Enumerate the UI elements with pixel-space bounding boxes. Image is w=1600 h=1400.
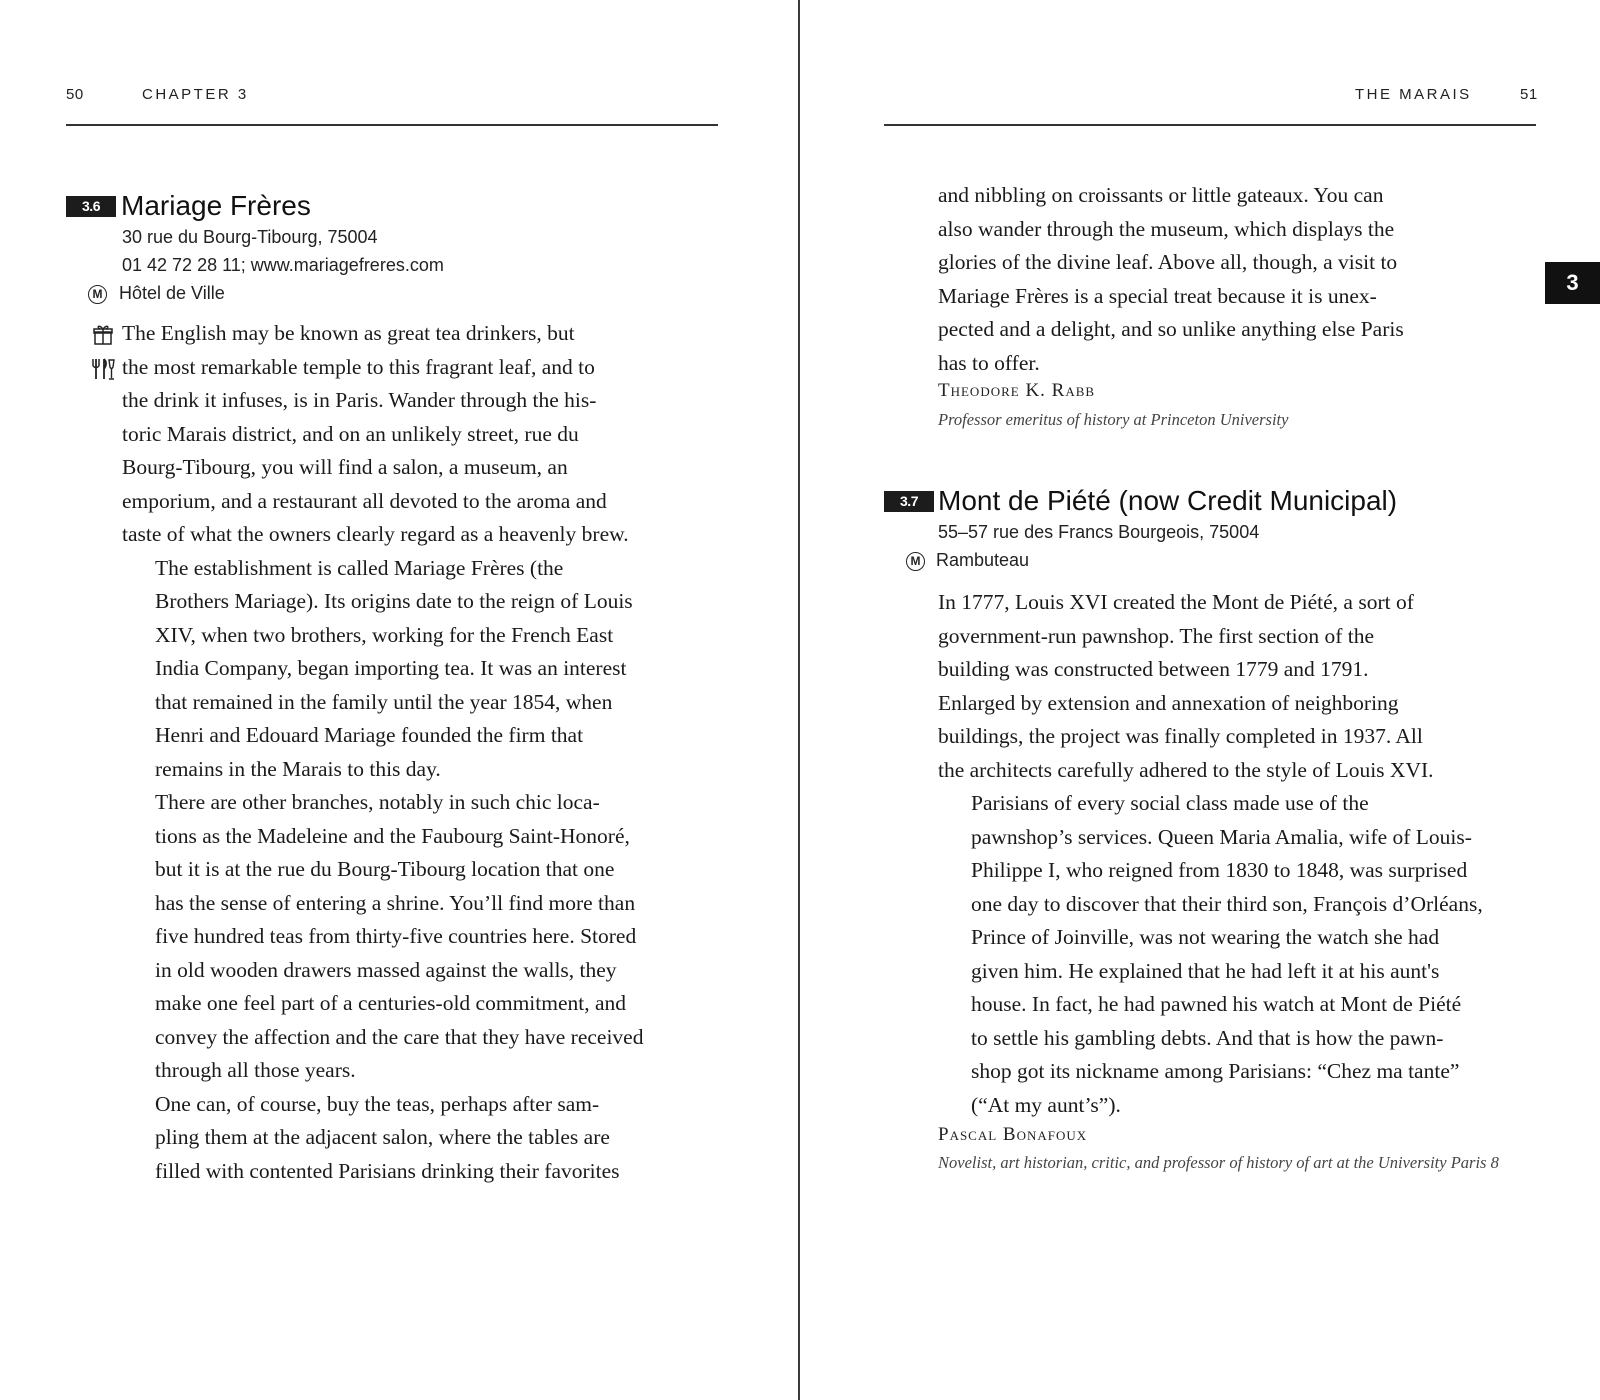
running-head: THE MARAIS bbox=[1355, 86, 1472, 103]
restaurant-icon bbox=[90, 357, 116, 381]
right-page bbox=[800, 0, 1600, 1400]
paragraph: Parisians of every social class made use of the pawnshop’s services. Queen Maria Amalia, wife of Louis- Philippe I, who reigned from 1830 to 1848, was surprised one day to discover that their third son, François d’Orléans, Prince of Joinville, was not wearing the watch she had given him. He explained that he had left it at his aunt's house. In fact, he had pawned his watch at Mont de Piété to settle his gambling debts. And that is how the pawn- shop got its nickname among Parisians: “Chez ma tante” (“At my aunt’s”). bbox=[971, 791, 1483, 1117]
continuation-body bbox=[938, 179, 1538, 380]
running-head: CHAPTER 3 bbox=[142, 86, 249, 103]
gift-icon bbox=[92, 324, 114, 346]
page-number: 51 bbox=[1520, 86, 1538, 103]
left-page bbox=[0, 0, 798, 1400]
page-number: 50 bbox=[66, 86, 84, 103]
entry-title: Mont de Piété (now Credit Municipal) bbox=[938, 485, 1398, 516]
entry-address: 30 rue du Bourg-Tibourg, 75004 bbox=[122, 227, 378, 247]
entry-title: Mariage Frères bbox=[121, 190, 311, 221]
contributor-role: Novelist, art historian, critic, and professor of history of art at the University Paris 8 bbox=[938, 1153, 1499, 1172]
contributor-name: Theodore K. Rabb bbox=[938, 380, 1096, 401]
entry-body bbox=[938, 586, 1538, 1122]
contributor-name: Pascal Bonafoux bbox=[938, 1124, 1088, 1145]
entry-body bbox=[122, 317, 722, 1188]
header-rule bbox=[884, 124, 1536, 126]
paragraph: One can, of course, buy the teas, perhaps after sam- pling them at the adjacent salon, where the tables are filled with contented Parisians drinking their favorites bbox=[155, 1091, 620, 1183]
paragraph: The English may be known as great tea drinkers, but the most remarkable temple to this fragrant leaf, and to the drink it infuses, is in Paris. Wander through the his- toric Marais district, and on an unlikely street, rue du Bourg-Tibourg, you will find a salon, a museum, an emporium, and a restaurant all devoted to the aroma and taste of what the owners clearly regard as a heavenly brew. bbox=[122, 321, 629, 546]
metro-station: Hôtel de Ville bbox=[119, 283, 225, 303]
metro-station: Rambuteau bbox=[936, 550, 1030, 570]
chapter-thumb-tab: 3 bbox=[1545, 262, 1600, 304]
entry-number-badge: 3.6 bbox=[66, 196, 116, 217]
paragraph: In 1777, Louis XVI created the Mont de Piété, a sort of government-run pawnshop. The first section of the building was constructed between 1779 and 1791. Enlarged by extension and annexation of neighboring buildings, the project was finally completed in 1937. All the architects carefully adhered to the style of Louis XVI. bbox=[938, 590, 1434, 782]
entry-address: 55–57 rue des Francs Bourgeois, 75004 bbox=[938, 522, 1260, 542]
contributor-role: Professor emeritus of history at Princeton University bbox=[938, 410, 1289, 429]
entry-contact: 01 42 72 28 11; www.mariagefreres.com bbox=[122, 255, 444, 275]
paragraph: and nibbling on croissants or little gateaux. You can also wander through the museum, which displays the glories of the divine leaf. Above all, though, a visit to Mariage Frères is a special treat because it is unex- pected and a delight, and so unlike anything else Paris has to offer. bbox=[938, 183, 1404, 375]
metro-icon: M bbox=[88, 285, 107, 304]
paragraph: The establishment is called Mariage Frères (the Brothers Mariage). Its origins date to the reign of Louis XIV, when two brothers, working for the French East India Company, began importing tea. It was an interest that remained in the family until the year 1854, when Henri and Edouard Mariage founded the firm that remains in the Marais to this day. bbox=[155, 555, 633, 781]
metro-icon: M bbox=[906, 552, 925, 571]
header-rule bbox=[66, 124, 718, 126]
paragraph: There are other branches, notably in such chic loca- tions as the Madeleine and the Faubourg Saint-Honoré, but it is at the rue du Bourg-Tibourg location that one has the sense of entering a shrine. You’ll find more than five hundred teas from thirty-five countries here. Stored in old wooden drawers massed against the walls, they make one feel part of a centuries-old commitment, and convey the affection and the care that they have received through all those years. bbox=[155, 790, 644, 1082]
entry-number-badge: 3.7 bbox=[884, 491, 934, 512]
